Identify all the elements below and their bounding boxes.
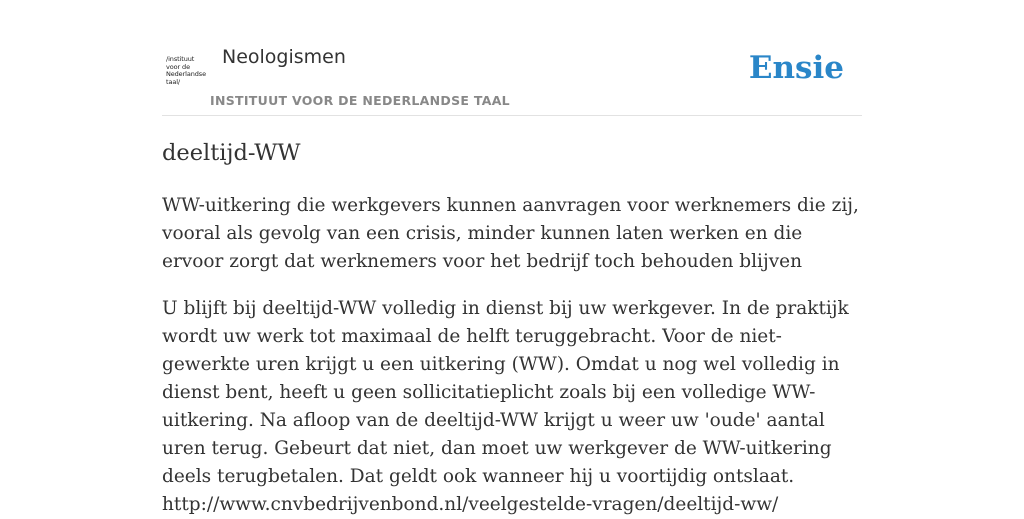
entry-definition: WW-uitkering die werkgevers kunnen aanvragen voor werknemers die zij, vooral als gevolg van een crisis, minder kunnen laten werken en die ervoor zorgt dat werknemers voor het bedrijf toch behouden blijven bbox=[162, 195, 859, 272]
logo-line: taal/ bbox=[166, 77, 181, 86]
entry-card bbox=[162, 0, 862, 515]
source-link[interactable]: http://www.cnvbedrijvenbond.nl/veelgestelde-vragen/deeltijd-ww/ bbox=[162, 494, 779, 515]
institute-name: INSTITUUT VOOR DE NEDERLANDSE TAAL bbox=[210, 93, 510, 108]
example-text: U blijft bij deeltijd-WW volledig in dienst bij uw werkgever. In de praktijk wordt uw werk tot maximaal de helft teruggebracht. Voor de niet-gewerkte uren krijgt u een uitkering (WW). Omdat u nog wel volledig in dienst bent, heeft u geen sollicitatieplicht zoals bij een volledige WW-uitkering. Na afloop van de deeltijd-WW krijgt u weer uw 'oude' aantal uren terug. Gebeurt dat niet, dan moet uw werkgever de WW-uitkering deels terugbetalen. Dat geldt ook wanneer hij u voortijdig ontslaat. bbox=[162, 298, 849, 487]
header-divider bbox=[162, 115, 862, 116]
entry-example bbox=[162, 295, 862, 519]
dictionary-name[interactable]: Neologismen bbox=[222, 46, 346, 68]
logo-line: /instituut bbox=[166, 55, 195, 63]
ensie-brand-logo[interactable]: Ensie bbox=[748, 50, 844, 86]
logo-line: voor de bbox=[166, 62, 190, 71]
logo-line: Nederlandse bbox=[166, 70, 206, 79]
entry-headword: deeltijd-WW bbox=[162, 140, 301, 166]
institute-logo[interactable] bbox=[166, 56, 210, 90]
